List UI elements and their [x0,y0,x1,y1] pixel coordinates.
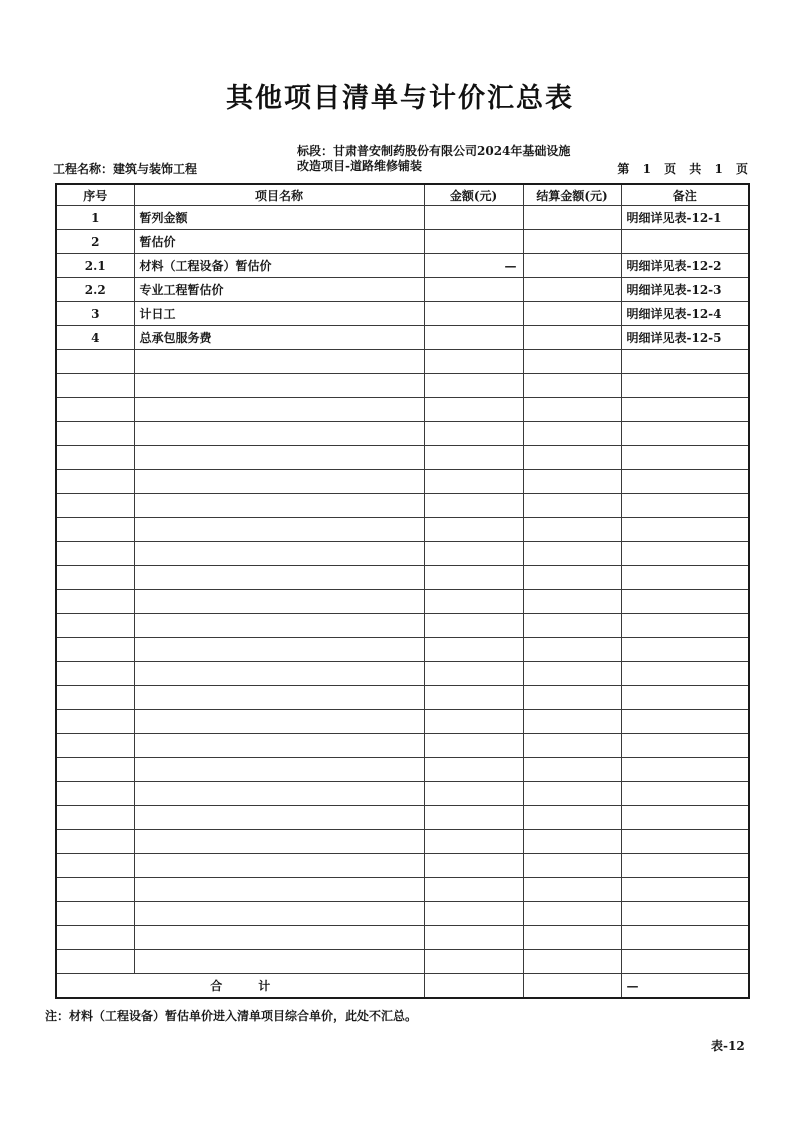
page-number: 第 1 页 共 1 页 [617,162,748,176]
empty-cell [56,662,134,686]
empty-row [56,470,749,494]
empty-row [56,782,749,806]
empty-cell [424,542,523,566]
empty-cell [621,518,749,542]
project-name-label: 工程名称：建筑与装饰工程 [53,162,198,176]
cell-settle [523,206,621,230]
section-line-1: 标段：甘肃普安制药股份有限公司2024年基础设施 [297,144,571,158]
page-title: 其他项目清单与计价汇总表 [226,83,574,114]
cell-name: 材料（工程设备）暂估价 [134,254,424,278]
empty-cell [621,590,749,614]
empty-cell [621,566,749,590]
table-header [56,184,749,206]
empty-cell [134,950,424,974]
empty-cell [621,806,749,830]
empty-cell [56,806,134,830]
empty-cell [56,398,134,422]
table-header-row [56,184,749,206]
empty-cell [523,902,621,926]
total-amount [424,974,523,999]
empty-cell [424,782,523,806]
cell-remark: 明细详见表-12-4 [621,302,749,326]
empty-cell [523,710,621,734]
empty-cell [56,710,134,734]
total-settle [523,974,621,999]
empty-cell [523,350,621,374]
empty-cell [424,398,523,422]
empty-cell [523,638,621,662]
empty-cell [523,662,621,686]
empty-cell [621,614,749,638]
empty-cell [523,566,621,590]
table-row [56,206,749,230]
cell-name: 计日工 [134,302,424,326]
empty-row [56,758,749,782]
empty-cell [523,494,621,518]
empty-row [56,398,749,422]
empty-cell [621,398,749,422]
empty-cell [134,422,424,446]
empty-cell [134,446,424,470]
empty-cell [523,470,621,494]
empty-cell [134,830,424,854]
empty-cell [56,830,134,854]
cell-amount [424,278,523,302]
form-reference: 表-12 [711,1039,745,1053]
empty-cell [424,734,523,758]
empty-row [56,950,749,974]
empty-cell [56,926,134,950]
empty-row [56,902,749,926]
empty-row [56,494,749,518]
column-header: 序号 [56,184,134,206]
empty-cell [56,446,134,470]
empty-cell [56,758,134,782]
cell-amount [424,302,523,326]
cell-name: 专业工程暂估价 [134,278,424,302]
empty-cell [523,806,621,830]
cell-amount [424,230,523,254]
cell-settle [523,302,621,326]
table-row [56,254,749,278]
empty-cell [424,878,523,902]
table-row [56,302,749,326]
empty-row [56,710,749,734]
empty-cell [134,710,424,734]
empty-cell [621,950,749,974]
empty-cell [523,518,621,542]
empty-cell [56,614,134,638]
empty-row [56,878,749,902]
empty-row [56,350,749,374]
cell-no: 2.2 [56,278,134,302]
empty-cell [621,374,749,398]
empty-cell [621,926,749,950]
empty-cell [621,878,749,902]
empty-cell [56,878,134,902]
empty-cell [134,350,424,374]
empty-cell [621,638,749,662]
empty-cell [424,686,523,710]
empty-cell [56,470,134,494]
empty-cell [621,542,749,566]
empty-cell [134,662,424,686]
empty-cell [523,854,621,878]
column-header: 备注 [621,184,749,206]
empty-cell [56,566,134,590]
empty-row [56,926,749,950]
empty-cell [134,566,424,590]
empty-cell [56,686,134,710]
empty-row [56,734,749,758]
cell-name: 暂列金额 [134,206,424,230]
empty-cell [621,662,749,686]
empty-cell [621,782,749,806]
empty-cell [56,950,134,974]
table-row [56,230,749,254]
empty-cell [56,782,134,806]
cell-no: 4 [56,326,134,350]
empty-cell [523,422,621,446]
empty-row [56,662,749,686]
empty-cell [424,902,523,926]
empty-cell [424,614,523,638]
cell-name: 总承包服务费 [134,326,424,350]
empty-cell [134,494,424,518]
empty-cell [621,854,749,878]
empty-cell [424,470,523,494]
empty-cell [424,806,523,830]
empty-cell [523,830,621,854]
empty-cell [134,758,424,782]
empty-cell [56,734,134,758]
summary-table [55,183,750,999]
section-label [297,144,570,174]
empty-cell [134,782,424,806]
empty-row [56,542,749,566]
empty-row [56,806,749,830]
empty-cell [134,590,424,614]
cell-amount [424,206,523,230]
empty-cell [621,710,749,734]
empty-cell [424,566,523,590]
empty-row [56,518,749,542]
empty-cell [523,734,621,758]
empty-cell [523,878,621,902]
cell-remark: 明细详见表-12-3 [621,278,749,302]
total-row [56,974,749,999]
cell-settle [523,230,621,254]
empty-cell [621,734,749,758]
cell-remark [621,230,749,254]
empty-cell [621,830,749,854]
empty-cell [56,350,134,374]
empty-cell [424,758,523,782]
total-remark: — [621,974,749,999]
empty-cell [523,446,621,470]
cell-amount: — [424,254,523,278]
empty-cell [424,854,523,878]
empty-row [56,614,749,638]
empty-cell [523,542,621,566]
empty-cell [134,734,424,758]
empty-cell [424,422,523,446]
empty-cell [56,494,134,518]
empty-cell [621,758,749,782]
empty-cell [621,470,749,494]
empty-cell [56,542,134,566]
empty-row [56,638,749,662]
cell-settle [523,254,621,278]
empty-cell [56,518,134,542]
cell-amount [424,326,523,350]
empty-cell [621,686,749,710]
empty-cell [424,590,523,614]
empty-cell [621,350,749,374]
total-label: 合 计 [56,974,424,999]
empty-cell [424,950,523,974]
table-row [56,278,749,302]
empty-cell [134,374,424,398]
empty-cell [523,590,621,614]
empty-cell [424,374,523,398]
empty-row [56,686,749,710]
empty-cell [134,398,424,422]
table-row [56,326,749,350]
empty-cell [134,878,424,902]
empty-cell [134,542,424,566]
cell-name: 暂估价 [134,230,424,254]
empty-row [56,374,749,398]
section-line-2: 改造项目-道路维修铺装 [297,159,422,173]
empty-cell [56,374,134,398]
cell-no: 1 [56,206,134,230]
cell-settle [523,278,621,302]
table-body [56,206,749,999]
empty-row [56,590,749,614]
empty-row [56,830,749,854]
empty-cell [621,422,749,446]
empty-cell [523,374,621,398]
empty-cell [56,638,134,662]
empty-cell [56,422,134,446]
empty-cell [424,926,523,950]
footnote: 注：材料（工程设备）暂估单价进入清单项目综合单价，此处不汇总。 [45,1009,418,1023]
empty-cell [134,470,424,494]
empty-cell [523,614,621,638]
empty-cell [134,638,424,662]
empty-cell [134,854,424,878]
empty-cell [424,638,523,662]
empty-cell [621,446,749,470]
empty-cell [134,902,424,926]
cell-no: 2 [56,230,134,254]
cell-settle [523,326,621,350]
empty-cell [523,782,621,806]
empty-cell [424,446,523,470]
empty-cell [134,806,424,830]
cell-remark: 明细详见表-12-2 [621,254,749,278]
empty-cell [56,590,134,614]
empty-cell [56,854,134,878]
column-header: 项目名称 [134,184,424,206]
empty-row [56,854,749,878]
empty-cell [134,926,424,950]
empty-cell [134,614,424,638]
cell-no: 2.1 [56,254,134,278]
empty-cell [424,662,523,686]
empty-cell [56,902,134,926]
cell-remark: 明细详见表-12-1 [621,206,749,230]
empty-cell [424,494,523,518]
empty-cell [523,686,621,710]
empty-cell [134,686,424,710]
empty-cell [621,902,749,926]
cell-no: 3 [56,302,134,326]
empty-cell [523,398,621,422]
column-header: 金额(元) [424,184,523,206]
empty-row [56,422,749,446]
empty-cell [621,494,749,518]
empty-cell [424,350,523,374]
empty-cell [424,518,523,542]
empty-cell [523,758,621,782]
empty-cell [523,926,621,950]
empty-row [56,446,749,470]
cell-remark: 明细详见表-12-5 [621,326,749,350]
empty-cell [134,518,424,542]
empty-cell [424,830,523,854]
empty-row [56,566,749,590]
column-header: 结算金额(元) [523,184,621,206]
empty-cell [523,950,621,974]
empty-cell [424,710,523,734]
